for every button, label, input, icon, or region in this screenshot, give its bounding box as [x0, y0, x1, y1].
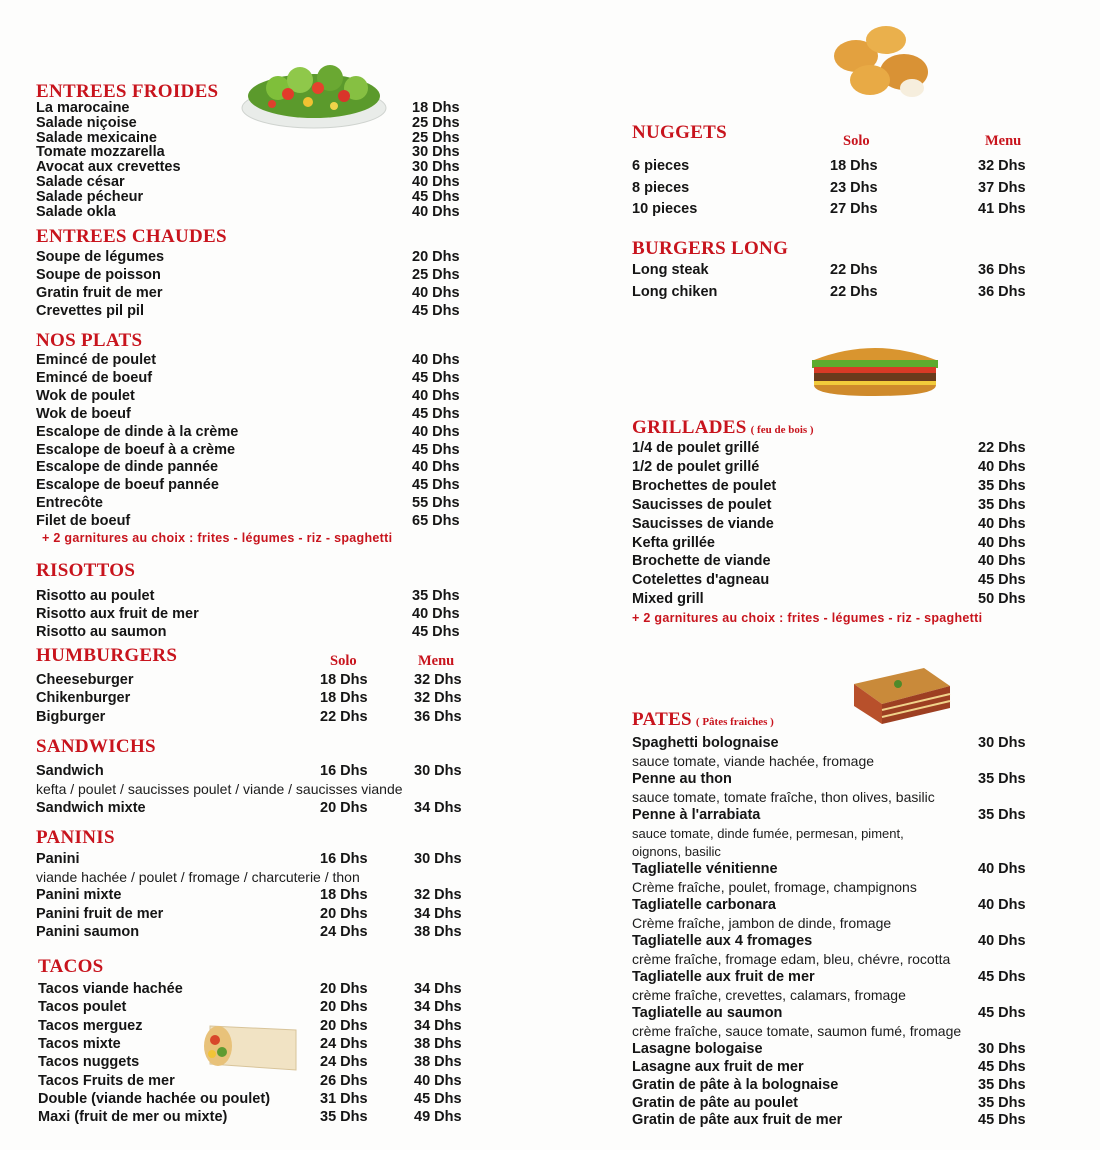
risottos-title: [36, 560, 135, 582]
item-menu-price: 38 Dhs: [414, 924, 462, 940]
item-price: 40 Dhs: [978, 932, 1026, 949]
item-price: 55 Dhs: [412, 495, 460, 512]
item-name: Spaghetti bolognaise: [632, 735, 779, 751]
item-name: Emincé de boeuf: [36, 369, 153, 386]
item-solo-price: 23 Dhs: [830, 179, 878, 196]
item-name: Filet de boeuf: [36, 513, 131, 530]
grillades-title: [632, 417, 814, 439]
item-price: 45 Dhs: [978, 1058, 1026, 1075]
item-name: Tagliatelle aux 4 fromages: [632, 932, 813, 949]
humburgers-title-text: HUMBURGERS: [36, 645, 178, 666]
item-menu-price: 40 Dhs: [414, 1072, 462, 1089]
item-name: Gratin fruit de mer: [36, 285, 163, 301]
item-name: Double (viande hachée ou poulet): [38, 1090, 271, 1107]
item-name: Soupe de légumes: [36, 249, 165, 265]
item-price: 40 Dhs: [412, 459, 460, 476]
item-price: 30 Dhs: [978, 735, 1026, 751]
risottos-title-text: RISOTTOS: [36, 560, 136, 581]
item-price: 40 Dhs: [978, 861, 1026, 878]
item-solo-price: 18 Dhs: [320, 887, 368, 903]
lasagna-icon: [846, 662, 956, 736]
item-solo-price: 24 Dhs: [320, 1054, 368, 1071]
item-solo-price: 22 Dhs: [830, 283, 878, 300]
salad-bowl-icon: [238, 48, 390, 132]
item-price: 40 Dhs: [412, 203, 460, 220]
nuggets-title-text: NUGGETS: [632, 122, 728, 143]
item-price: 40 Dhs: [412, 423, 460, 440]
item-price: 18 Dhs: [412, 100, 460, 116]
item-solo-price: 20 Dhs: [320, 981, 368, 997]
item-name: Soupe de poisson: [36, 267, 161, 283]
nuggets-menu-header: Menu: [985, 133, 1022, 149]
item-name: Saucisses de poulet: [632, 496, 772, 513]
item-menu-price: 32 Dhs: [978, 158, 1026, 174]
item-menu-price: 34 Dhs: [414, 905, 462, 922]
item-name: Sandwich mixte: [36, 800, 146, 816]
grillades-title-text: GRILLADES: [632, 417, 747, 438]
item-solo-price: 16 Dhs: [320, 851, 368, 867]
item-solo-price: 16 Dhs: [320, 763, 368, 779]
pates-title-text: PATES: [632, 709, 692, 730]
item-name: Tacos merguez: [38, 1017, 143, 1034]
item-price: 40 Dhs: [412, 285, 460, 301]
item-price: 45 Dhs: [412, 624, 460, 640]
item-solo-price: 18 Dhs: [830, 158, 878, 174]
nos-plats-title: [36, 330, 142, 352]
item-price: 40 Dhs: [412, 352, 460, 368]
item-name: Escalope de dinde pannée: [36, 459, 219, 476]
item-price: 35 Dhs: [412, 588, 460, 604]
panini-description: viande hachée / poulet / fromage / charcuterie / thon: [36, 869, 360, 885]
chicken-nuggets-icon: [820, 18, 940, 110]
item-name: Emincé de poulet: [36, 352, 157, 368]
item-name: Long steak: [632, 262, 709, 278]
item-name: Panini: [36, 851, 80, 867]
item-name: 6 pieces: [632, 158, 690, 174]
pates-subtitle: ( Pâtes fraiches ): [695, 716, 774, 728]
item-price: 40 Dhs: [412, 387, 460, 404]
item-name: Salade okla: [36, 203, 116, 220]
item-name: Kefta grillée: [632, 534, 715, 551]
item-name: Cheeseburger: [36, 672, 134, 688]
item-name: Avocat aux crevettes: [36, 159, 181, 176]
item-name: Gratin de pâte aux fruit de mer: [632, 1112, 843, 1129]
item-solo-price: 27 Dhs: [830, 201, 878, 217]
humburgers-menu-header: Menu: [418, 653, 455, 669]
item-menu-price: 45 Dhs: [414, 1090, 462, 1107]
item-name: Lasagne aux fruit de mer: [632, 1058, 804, 1075]
item-solo-price: 26 Dhs: [320, 1072, 368, 1089]
item-name: Panini mixte: [36, 887, 122, 903]
item-description: Crème fraîche, poulet, fromage, champignons: [632, 879, 917, 896]
nos-plats-title-text: NOS PLATS: [36, 330, 143, 351]
item-name: Entrecôte: [36, 495, 103, 512]
item-price: 45 Dhs: [412, 477, 460, 494]
item-price: 30 Dhs: [978, 1040, 1026, 1057]
item-name: Salade pécheur: [36, 188, 144, 205]
item-price: 30 Dhs: [412, 144, 460, 161]
item-menu-price: 41 Dhs: [978, 201, 1026, 217]
item-description: crème fraîche, crevettes, calamars, fromage: [632, 986, 906, 1003]
item-price: 35 Dhs: [978, 806, 1026, 823]
item-menu-price: 38 Dhs: [414, 1035, 462, 1052]
item-name: Wok de poulet: [36, 387, 135, 404]
item-name: Tagliatelle vénitienne: [632, 861, 778, 878]
item-name: Brochettes de poulet: [632, 477, 777, 494]
grillades-note: + 2 garnitures au choix : frites - légumes - riz - spaghetti: [632, 611, 983, 625]
item-price: 45 Dhs: [978, 968, 1026, 985]
paninis-title: [36, 827, 115, 849]
item-name: Tacos mixte: [38, 1035, 121, 1052]
item-price: 45 Dhs: [978, 572, 1026, 589]
item-name: Panini fruit de mer: [36, 905, 164, 922]
item-name: Penne à l'arrabiata: [632, 806, 761, 823]
paninis-title-text: PANINIS: [36, 827, 115, 848]
sandwichs-title: [36, 736, 156, 758]
item-solo-price: 20 Dhs: [320, 1017, 368, 1034]
item-solo-price: 24 Dhs: [320, 924, 368, 940]
item-name: Escalope de boeuf pannée: [36, 477, 219, 494]
item-price: 35 Dhs: [978, 477, 1026, 494]
item-price: 40 Dhs: [978, 515, 1026, 532]
item-price: 40 Dhs: [412, 174, 460, 190]
nuggets-solo-header: Solo: [843, 133, 870, 149]
item-price: 45 Dhs: [412, 188, 460, 205]
item-menu-price: 34 Dhs: [414, 981, 462, 997]
tacos-title-text: TACOS: [38, 956, 104, 977]
long-burger-icon: [808, 336, 942, 400]
item-menu-price: 36 Dhs: [978, 283, 1026, 300]
item-menu-price: 49 Dhs: [414, 1109, 462, 1126]
item-name: Cotelettes d'agneau: [632, 572, 770, 589]
item-name: Risotto au poulet: [36, 588, 155, 604]
item-menu-price: 34 Dhs: [414, 800, 462, 816]
item-price: 25 Dhs: [412, 129, 460, 146]
item-menu-price: 36 Dhs: [414, 708, 462, 725]
entrees-chaudes-title: [36, 226, 227, 248]
item-name: Salade césar: [36, 174, 125, 190]
humburgers-title: [36, 645, 177, 667]
item-menu-price: 37 Dhs: [978, 179, 1026, 196]
item-price: 45 Dhs: [978, 1112, 1026, 1129]
item-price: 40 Dhs: [412, 606, 460, 622]
item-solo-price: 22 Dhs: [320, 708, 368, 725]
item-price: 25 Dhs: [412, 267, 460, 283]
item-name: Lasagne bologaise: [632, 1040, 763, 1057]
item-name: Tacos nuggets: [38, 1054, 140, 1071]
item-description: sauce tomate, tomate fraîche, thon olives, basilic: [632, 788, 935, 805]
sandwichs-title-text: SANDWICHS: [36, 736, 156, 757]
item-name: Panini saumon: [36, 924, 140, 940]
item-name: Sandwich: [36, 763, 104, 779]
item-price: 35 Dhs: [978, 1076, 1026, 1093]
item-solo-price: 20 Dhs: [320, 800, 368, 816]
item-price: 45 Dhs: [412, 405, 460, 422]
item-name: 10 pieces: [632, 201, 698, 217]
pates-title: [632, 709, 774, 731]
item-price: 35 Dhs: [978, 1094, 1026, 1111]
item-name: Saucisses de viande: [632, 515, 774, 532]
item-menu-price: 38 Dhs: [414, 1054, 462, 1071]
item-name: Gratin de pâte au poulet: [632, 1094, 798, 1111]
item-name: Escalope de dinde à la crème: [36, 423, 239, 440]
nuggets-title: [632, 122, 727, 144]
item-menu-price: 36 Dhs: [978, 262, 1026, 278]
item-description: crème fraîche, sauce tomate, saumon fumé, fromage: [632, 1022, 962, 1039]
item-menu-price: 34 Dhs: [414, 999, 462, 1016]
item-name: Chikenburger: [36, 690, 131, 707]
item-menu-price: 32 Dhs: [414, 887, 462, 903]
burgers-long-title: [632, 238, 788, 260]
item-name: Tomate mozzarella: [36, 144, 165, 161]
item-price: 65 Dhs: [412, 513, 460, 530]
item-price: 40 Dhs: [978, 458, 1026, 475]
item-price: 40 Dhs: [978, 534, 1026, 551]
item-name: Penne au thon: [632, 770, 732, 787]
item-name: Tagliatelle aux fruit de mer: [632, 968, 815, 985]
item-solo-price: 35 Dhs: [320, 1109, 368, 1126]
nos-plats-note: + 2 garnitures au choix : frites - légumes - riz - spaghetti: [42, 531, 393, 545]
item-description: oignons, basilic: [632, 843, 721, 859]
entrees-chaudes-title-text: ENTREES CHAUDES: [36, 226, 227, 247]
item-price: 20 Dhs: [412, 249, 460, 265]
item-price: 22 Dhs: [978, 440, 1026, 456]
item-name: Salade mexicaine: [36, 129, 157, 146]
grillades-subtitle: ( feu de bois ): [750, 424, 814, 436]
item-description: sauce tomate, viande hachée, fromage: [632, 752, 875, 769]
item-name: La marocaine: [36, 100, 130, 116]
item-description: sauce tomate, dinde fumée, permesan, piment,: [632, 825, 904, 841]
item-name: Long chiken: [632, 283, 718, 300]
item-price: 40 Dhs: [978, 553, 1026, 570]
item-name: Salade niçoise: [36, 114, 137, 131]
item-menu-price: 32 Dhs: [414, 690, 462, 707]
item-name: Brochette de viande: [632, 553, 771, 570]
item-menu-price: 30 Dhs: [414, 763, 462, 779]
item-solo-price: 31 Dhs: [320, 1090, 368, 1107]
item-price: 35 Dhs: [978, 770, 1026, 787]
item-name: Risotto au saumon: [36, 624, 167, 640]
item-name: 1/2 de poulet grillé: [632, 458, 760, 475]
item-name: Maxi (fruit de mer ou mixte): [38, 1109, 228, 1126]
humburgers-solo-header: Solo: [330, 653, 357, 669]
item-price: 30 Dhs: [412, 159, 460, 176]
tacos-title: [38, 956, 104, 978]
item-menu-price: 32 Dhs: [414, 672, 462, 688]
item-name: Tacos viande hachée: [38, 981, 183, 997]
item-name: Crevettes pil pil: [36, 303, 144, 319]
item-price: 45 Dhs: [412, 303, 460, 319]
item-name: Wok de boeuf: [36, 405, 131, 422]
item-solo-price: 22 Dhs: [830, 262, 878, 278]
item-price: 45 Dhs: [412, 441, 460, 458]
item-name: Gratin de pâte à la bolognaise: [632, 1076, 839, 1093]
item-solo-price: 24 Dhs: [320, 1035, 368, 1052]
item-menu-price: 30 Dhs: [414, 851, 462, 867]
item-name: Tacos Fruits de mer: [38, 1072, 175, 1089]
item-name: Escalope de boeuf à a crème: [36, 441, 236, 458]
item-name: Tacos poulet: [38, 999, 127, 1016]
tacos-wrap-icon: [200, 1012, 308, 1078]
entrees-froides-title-text: ENTREES FROIDES: [36, 81, 219, 102]
item-menu-price: 34 Dhs: [414, 1017, 462, 1034]
item-description: crème fraîche, fromage edam, bleu, chévre, rocotta: [632, 950, 951, 967]
item-price: 45 Dhs: [412, 369, 460, 386]
item-description: Crème fraîche, jambon de dinde, fromage: [632, 915, 892, 931]
item-name: Mixed grill: [632, 591, 704, 608]
item-solo-price: 20 Dhs: [320, 999, 368, 1016]
item-name: Tagliatelle au saumon: [632, 1004, 783, 1021]
item-name: Risotto aux fruit de mer: [36, 606, 199, 622]
item-solo-price: 18 Dhs: [320, 690, 368, 707]
sandwich-description: kefta / poulet / saucisses poulet / viande / saucisses viande: [36, 781, 403, 797]
item-price: 25 Dhs: [412, 114, 460, 131]
item-price: 45 Dhs: [978, 1004, 1026, 1021]
item-price: 35 Dhs: [978, 496, 1026, 513]
item-solo-price: 18 Dhs: [320, 672, 368, 688]
item-name: 1/4 de poulet grillé: [632, 440, 760, 456]
item-name: 8 pieces: [632, 179, 690, 196]
item-price: 40 Dhs: [978, 897, 1026, 914]
item-name: Bigburger: [36, 708, 106, 725]
item-price: 50 Dhs: [978, 591, 1026, 608]
item-name: Tagliatelle carbonara: [632, 897, 776, 914]
burgers-long-title-text: BURGERS LONG: [632, 238, 789, 259]
item-solo-price: 20 Dhs: [320, 905, 368, 922]
